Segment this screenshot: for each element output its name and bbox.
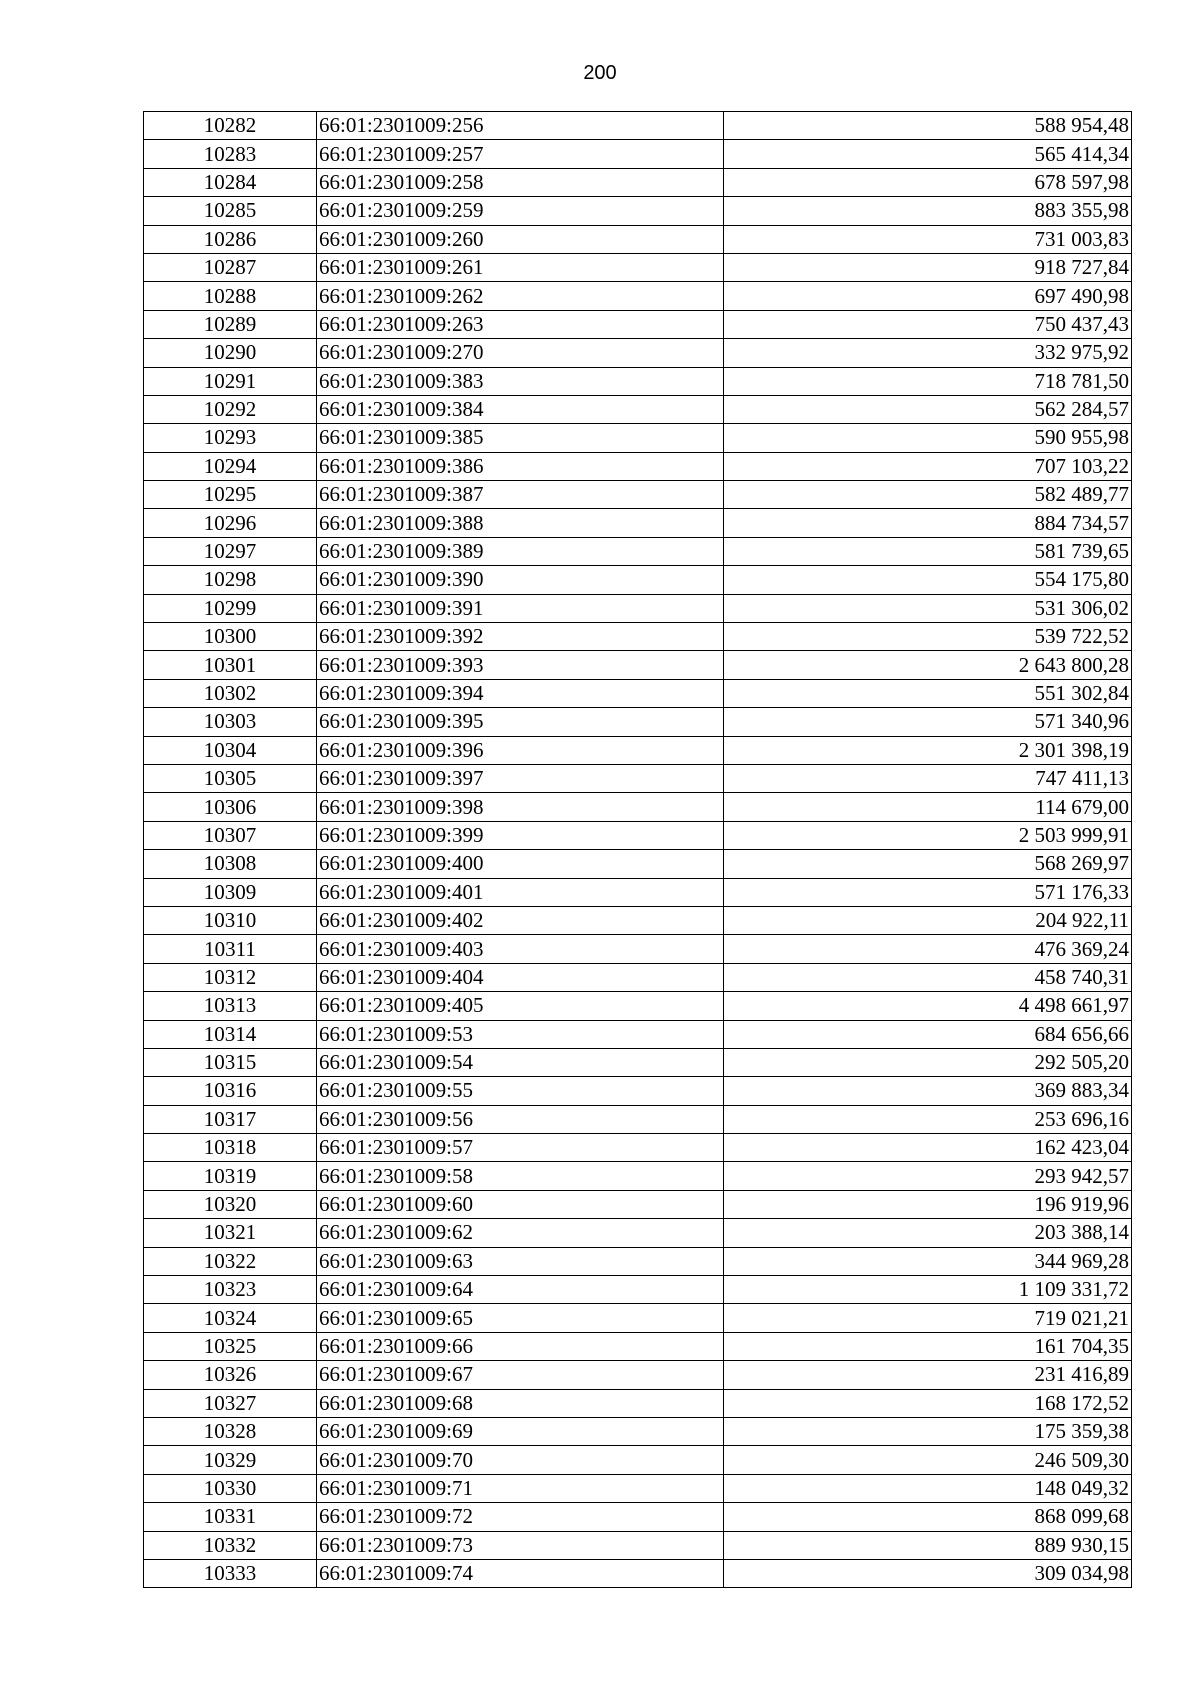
cadastral-number-cell: 66:01:2301009:405 (317, 992, 724, 1020)
cadastral-number-cell: 66:01:2301009:387 (317, 481, 724, 509)
table-row (144, 594, 1132, 622)
cadastral-number-cell: 66:01:2301009:53 (317, 1020, 724, 1048)
cadastral-value-cell: 2 643 800,28 (724, 651, 1132, 679)
row-number-cell: 10303 (144, 708, 317, 736)
cadastral-value-cell: 719 021,21 (724, 1304, 1132, 1332)
row-number-cell: 10314 (144, 1020, 317, 1048)
cadastral-number-cell: 66:01:2301009:64 (317, 1276, 724, 1304)
cadastral-number-cell: 66:01:2301009:383 (317, 367, 724, 395)
cadastral-number-cell: 66:01:2301009:402 (317, 906, 724, 934)
cadastral-number-cell: 66:01:2301009:386 (317, 452, 724, 480)
cadastral-value-cell: 253 696,16 (724, 1105, 1132, 1133)
cadastral-value-cell: 476 369,24 (724, 935, 1132, 963)
table-row (144, 850, 1132, 878)
table-row (144, 112, 1132, 140)
cadastral-number-cell: 66:01:2301009:65 (317, 1304, 724, 1332)
row-number-cell: 10295 (144, 481, 317, 509)
row-number-cell: 10296 (144, 509, 317, 537)
cadastral-number-cell: 66:01:2301009:395 (317, 708, 724, 736)
table-row (144, 339, 1132, 367)
table-row (144, 310, 1132, 338)
row-number-cell: 10288 (144, 282, 317, 310)
cadastral-value-cell: 539 722,52 (724, 623, 1132, 651)
cadastral-value-cell: 551 302,84 (724, 679, 1132, 707)
cadastral-value-cell: 571 176,33 (724, 878, 1132, 906)
cadastral-number-cell: 66:01:2301009:63 (317, 1247, 724, 1275)
table-row (144, 481, 1132, 509)
table-row (144, 1162, 1132, 1190)
cadastral-value-cell: 231 416,89 (724, 1361, 1132, 1389)
row-number-cell: 10311 (144, 935, 317, 963)
cadastral-number-cell: 66:01:2301009:71 (317, 1474, 724, 1502)
cadastral-number-cell: 66:01:2301009:67 (317, 1361, 724, 1389)
row-number-cell: 10302 (144, 679, 317, 707)
cadastral-number-cell: 66:01:2301009:394 (317, 679, 724, 707)
cadastral-number-cell: 66:01:2301009:260 (317, 225, 724, 253)
cadastral-number-cell: 66:01:2301009:389 (317, 537, 724, 565)
table-row (144, 1446, 1132, 1474)
table-row (144, 992, 1132, 1020)
row-number-cell: 10294 (144, 452, 317, 480)
cadastral-number-cell: 66:01:2301009:57 (317, 1134, 724, 1162)
row-number-cell: 10291 (144, 367, 317, 395)
cadastral-value-cell: 332 975,92 (724, 339, 1132, 367)
cadastral-number-cell: 66:01:2301009:259 (317, 197, 724, 225)
cadastral-number-cell: 66:01:2301009:396 (317, 736, 724, 764)
cadastral-number-cell: 66:01:2301009:388 (317, 509, 724, 537)
cadastral-number-cell: 66:01:2301009:58 (317, 1162, 724, 1190)
cadastral-value-cell: 582 489,77 (724, 481, 1132, 509)
table-row (144, 935, 1132, 963)
row-number-cell: 10283 (144, 140, 317, 168)
row-number-cell: 10290 (144, 339, 317, 367)
row-number-cell: 10327 (144, 1389, 317, 1417)
row-number-cell: 10304 (144, 736, 317, 764)
table-row (144, 1531, 1132, 1559)
cadastral-number-cell: 66:01:2301009:70 (317, 1446, 724, 1474)
cadastral-value-cell: 293 942,57 (724, 1162, 1132, 1190)
cadastral-number-cell: 66:01:2301009:261 (317, 253, 724, 281)
row-number-cell: 10331 (144, 1503, 317, 1531)
cadastral-value-cell: 4 498 661,97 (724, 992, 1132, 1020)
cadastral-number-cell: 66:01:2301009:404 (317, 963, 724, 991)
row-number-cell: 10307 (144, 821, 317, 849)
table-row (144, 1389, 1132, 1417)
cadastral-number-cell: 66:01:2301009:62 (317, 1219, 724, 1247)
row-number-cell: 10330 (144, 1474, 317, 1502)
cadastral-value-cell: 747 411,13 (724, 764, 1132, 792)
cadastral-value-cell: 196 919,96 (724, 1190, 1132, 1218)
cadastral-number-cell: 66:01:2301009:74 (317, 1559, 724, 1587)
cadastral-value-cell: 590 955,98 (724, 424, 1132, 452)
table-row (144, 736, 1132, 764)
row-number-cell: 10322 (144, 1247, 317, 1275)
cadastral-value-cell: 868 099,68 (724, 1503, 1132, 1531)
cadastral-value-cell: 203 388,14 (724, 1219, 1132, 1247)
cadastral-number-cell: 66:01:2301009:263 (317, 310, 724, 338)
row-number-cell: 10309 (144, 878, 317, 906)
table-row (144, 282, 1132, 310)
cadastral-value-cell: 2 503 999,91 (724, 821, 1132, 849)
cadastral-value-cell: 458 740,31 (724, 963, 1132, 991)
row-number-cell: 10317 (144, 1105, 317, 1133)
table-row (144, 1276, 1132, 1304)
cadastral-value-cell: 309 034,98 (724, 1559, 1132, 1587)
cadastral-value-cell: 246 509,30 (724, 1446, 1132, 1474)
cadastral-number-cell: 66:01:2301009:257 (317, 140, 724, 168)
cadastral-value-cell: 678 597,98 (724, 168, 1132, 196)
row-number-cell: 10320 (144, 1190, 317, 1218)
cadastral-value-cell: 697 490,98 (724, 282, 1132, 310)
row-number-cell: 10292 (144, 395, 317, 423)
cadastral-number-cell: 66:01:2301009:392 (317, 623, 724, 651)
row-number-cell: 10315 (144, 1048, 317, 1076)
cadastral-value-cell: 292 505,20 (724, 1048, 1132, 1076)
row-number-cell: 10308 (144, 850, 317, 878)
table-row (144, 878, 1132, 906)
row-number-cell: 10306 (144, 793, 317, 821)
row-number-cell: 10299 (144, 594, 317, 622)
row-number-cell: 10328 (144, 1417, 317, 1445)
cadastral-number-cell: 66:01:2301009:401 (317, 878, 724, 906)
cadastral-number-cell: 66:01:2301009:391 (317, 594, 724, 622)
row-number-cell: 10325 (144, 1332, 317, 1360)
cadastral-value-cell: 884 734,57 (724, 509, 1132, 537)
table-row (144, 1503, 1132, 1531)
cadastral-number-cell: 66:01:2301009:393 (317, 651, 724, 679)
table-row (144, 225, 1132, 253)
cadastral-number-cell: 66:01:2301009:403 (317, 935, 724, 963)
table-row (144, 566, 1132, 594)
table-row (144, 679, 1132, 707)
cadastral-value-cell: 731 003,83 (724, 225, 1132, 253)
cadastral-value-cell: 889 930,15 (724, 1531, 1132, 1559)
cadastral-value-cell: 750 437,43 (724, 310, 1132, 338)
cadastral-number-cell: 66:01:2301009:256 (317, 112, 724, 140)
cadastral-number-cell: 66:01:2301009:385 (317, 424, 724, 452)
cadastral-value-cell: 204 922,11 (724, 906, 1132, 934)
table-row (144, 793, 1132, 821)
cadastral-number-cell: 66:01:2301009:390 (317, 566, 724, 594)
table-row (144, 452, 1132, 480)
table-row (144, 651, 1132, 679)
table-row (144, 140, 1132, 168)
cadastral-number-cell: 66:01:2301009:68 (317, 1389, 724, 1417)
cadastral-value-cell: 718 781,50 (724, 367, 1132, 395)
row-number-cell: 10329 (144, 1446, 317, 1474)
table-row (144, 1332, 1132, 1360)
cadastral-value-cell: 1 109 331,72 (724, 1276, 1132, 1304)
row-number-cell: 10285 (144, 197, 317, 225)
cadastral-number-cell: 66:01:2301009:54 (317, 1048, 724, 1076)
cadastral-value-cell: 918 727,84 (724, 253, 1132, 281)
table-body (144, 112, 1132, 1588)
table-row (144, 1048, 1132, 1076)
row-number-cell: 10318 (144, 1134, 317, 1162)
cadastral-value-cell: 562 284,57 (724, 395, 1132, 423)
cadastral-number-cell: 66:01:2301009:399 (317, 821, 724, 849)
row-number-cell: 10287 (144, 253, 317, 281)
cadastral-value-cell: 162 423,04 (724, 1134, 1132, 1162)
table-row (144, 1105, 1132, 1133)
cadastral-number-cell: 66:01:2301009:384 (317, 395, 724, 423)
row-number-cell: 10300 (144, 623, 317, 651)
row-number-cell: 10289 (144, 310, 317, 338)
cadastral-value-table (143, 111, 1132, 1588)
cadastral-number-cell: 66:01:2301009:258 (317, 168, 724, 196)
table-row (144, 623, 1132, 651)
row-number-cell: 10282 (144, 112, 317, 140)
row-number-cell: 10326 (144, 1361, 317, 1389)
table-row (144, 1020, 1132, 1048)
cadastral-value-cell: 531 306,02 (724, 594, 1132, 622)
row-number-cell: 10332 (144, 1531, 317, 1559)
table-row (144, 253, 1132, 281)
cadastral-number-cell: 66:01:2301009:400 (317, 850, 724, 878)
row-number-cell: 10313 (144, 992, 317, 1020)
row-number-cell: 10301 (144, 651, 317, 679)
cadastral-number-cell: 66:01:2301009:397 (317, 764, 724, 792)
table-row (144, 906, 1132, 934)
cadastral-value-cell: 175 359,38 (724, 1417, 1132, 1445)
cadastral-value-cell: 581 739,65 (724, 537, 1132, 565)
row-number-cell: 10324 (144, 1304, 317, 1332)
table-row (144, 1247, 1132, 1275)
cadastral-value-cell: 369 883,34 (724, 1077, 1132, 1105)
row-number-cell: 10286 (144, 225, 317, 253)
row-number-cell: 10316 (144, 1077, 317, 1105)
cadastral-value-cell: 684 656,66 (724, 1020, 1132, 1048)
table-row (144, 708, 1132, 736)
row-number-cell: 10312 (144, 963, 317, 991)
table-row (144, 367, 1132, 395)
cadastral-value-cell: 571 340,96 (724, 708, 1132, 736)
table-row (144, 764, 1132, 792)
cadastral-number-cell: 66:01:2301009:66 (317, 1332, 724, 1360)
row-number-cell: 10297 (144, 537, 317, 565)
cadastral-value-cell: 168 172,52 (724, 1389, 1132, 1417)
row-number-cell: 10319 (144, 1162, 317, 1190)
table-row (144, 821, 1132, 849)
table-row (144, 1304, 1132, 1332)
table-row (144, 1474, 1132, 1502)
table-row (144, 1559, 1132, 1587)
table-row (144, 963, 1132, 991)
cadastral-value-cell: 588 954,48 (724, 112, 1132, 140)
table-row (144, 424, 1132, 452)
table-row (144, 537, 1132, 565)
table-row (144, 1190, 1132, 1218)
row-number-cell: 10284 (144, 168, 317, 196)
cadastral-number-cell: 66:01:2301009:270 (317, 339, 724, 367)
table-row (144, 1219, 1132, 1247)
row-number-cell: 10323 (144, 1276, 317, 1304)
table-row (144, 168, 1132, 196)
cadastral-value-cell: 114 679,00 (724, 793, 1132, 821)
cadastral-number-cell: 66:01:2301009:72 (317, 1503, 724, 1531)
table-row (144, 1417, 1132, 1445)
cadastral-number-cell: 66:01:2301009:60 (317, 1190, 724, 1218)
cadastral-number-cell: 66:01:2301009:56 (317, 1105, 724, 1133)
cadastral-value-cell: 565 414,34 (724, 140, 1132, 168)
page-number: 200 (583, 62, 617, 84)
cadastral-value-cell: 554 175,80 (724, 566, 1132, 594)
table-row (144, 1077, 1132, 1105)
cadastral-value-cell: 883 355,98 (724, 197, 1132, 225)
table-row (144, 1361, 1132, 1389)
cadastral-number-cell: 66:01:2301009:262 (317, 282, 724, 310)
cadastral-value-cell: 2 301 398,19 (724, 736, 1132, 764)
cadastral-value-cell: 161 704,35 (724, 1332, 1132, 1360)
table-row (144, 395, 1132, 423)
cadastral-number-cell: 66:01:2301009:73 (317, 1531, 724, 1559)
table-row (144, 509, 1132, 537)
cadastral-number-cell: 66:01:2301009:398 (317, 793, 724, 821)
table-row (144, 1134, 1132, 1162)
row-number-cell: 10298 (144, 566, 317, 594)
cadastral-number-cell: 66:01:2301009:69 (317, 1417, 724, 1445)
cadastral-value-cell: 568 269,97 (724, 850, 1132, 878)
row-number-cell: 10321 (144, 1219, 317, 1247)
row-number-cell: 10310 (144, 906, 317, 934)
cadastral-value-cell: 148 049,32 (724, 1474, 1132, 1502)
row-number-cell: 10333 (144, 1559, 317, 1587)
row-number-cell: 10293 (144, 424, 317, 452)
row-number-cell: 10305 (144, 764, 317, 792)
table-row (144, 197, 1132, 225)
cadastral-number-cell: 66:01:2301009:55 (317, 1077, 724, 1105)
cadastral-value-cell: 707 103,22 (724, 452, 1132, 480)
cadastral-value-cell: 344 969,28 (724, 1247, 1132, 1275)
